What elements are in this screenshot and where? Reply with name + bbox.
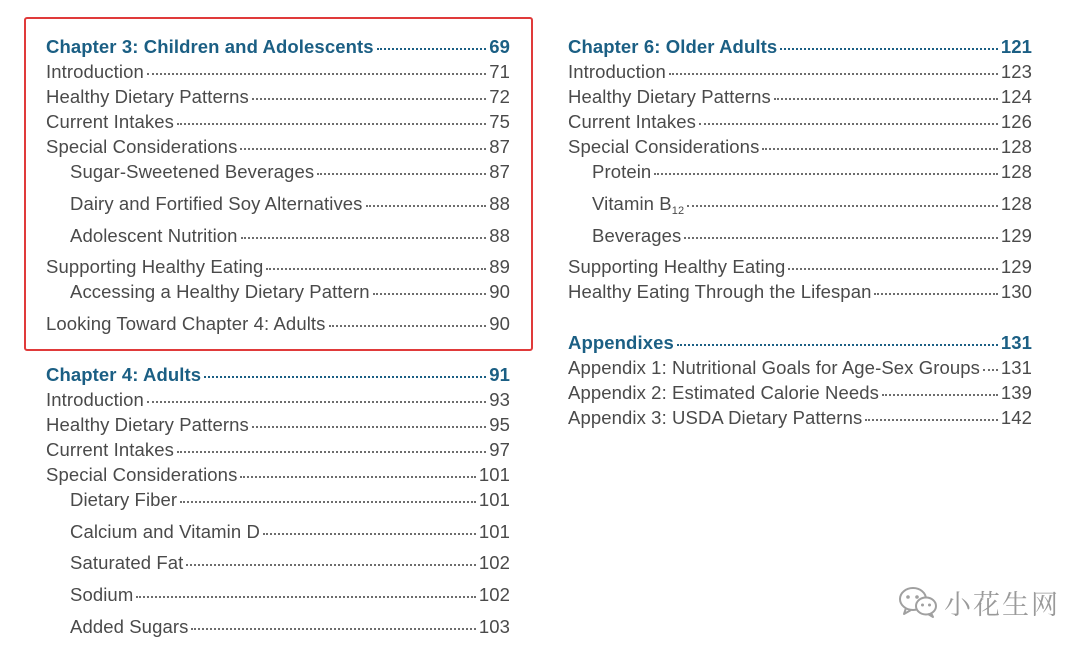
toc-entry[interactable] xyxy=(568,60,1032,84)
entry-label: Special Considerations xyxy=(46,136,238,157)
page-number: 129 xyxy=(1000,256,1032,277)
page-number: 129 xyxy=(1000,225,1032,246)
toc-subentry[interactable] xyxy=(592,160,1032,184)
entry-label: Introduction xyxy=(568,61,666,82)
entry-label: Dietary Fiber xyxy=(70,489,178,510)
entry-label: Healthy Dietary Patterns xyxy=(46,86,249,107)
page-number: 88 xyxy=(489,193,510,214)
entry-label: Saturated Fat xyxy=(70,552,184,573)
page-number: 87 xyxy=(489,161,510,182)
dot-leader xyxy=(774,94,998,100)
entry-label: Appendix 1: Nutritional Goals for Age-Sex Groups xyxy=(568,357,981,378)
toc-entry[interactable] xyxy=(568,280,1032,304)
dot-leader xyxy=(177,447,486,453)
page-number: 124 xyxy=(1000,86,1032,107)
page-number: 89 xyxy=(489,256,510,277)
page-number: 102 xyxy=(478,584,510,605)
entry-label: Appendix 2: Estimated Calorie Needs xyxy=(568,382,879,403)
toc-subentry[interactable] xyxy=(592,192,1032,219)
page-number: 101 xyxy=(478,464,510,485)
entry-label: Sugar-Sweetened Beverages xyxy=(70,161,315,182)
page-number: 128 xyxy=(1000,161,1032,182)
dot-leader xyxy=(780,44,998,50)
entry-label: Supporting Healthy Eating xyxy=(46,256,264,277)
page-number: 121 xyxy=(1000,36,1032,57)
entry-label: Current Intakes xyxy=(568,111,696,132)
watermark xyxy=(898,584,1060,620)
entry-label: Dairy and Fortified Soy Alternatives xyxy=(70,193,363,214)
highlight-box xyxy=(24,17,533,351)
entry-label: Calcium and Vitamin D xyxy=(70,521,260,542)
entry-label: Current Intakes xyxy=(46,439,174,460)
toc-subentry[interactable] xyxy=(70,488,510,512)
page-number: 101 xyxy=(478,521,510,542)
toc-subentry[interactable] xyxy=(70,615,510,639)
dot-leader xyxy=(204,372,486,378)
entry-label: Accessing a Healthy Dietary Pattern xyxy=(70,281,370,302)
entry-label: Added Sugars xyxy=(70,616,189,637)
page-number: 97 xyxy=(489,439,510,460)
dot-leader xyxy=(684,233,997,239)
dot-leader xyxy=(865,415,998,421)
wechat-icon xyxy=(898,585,938,619)
page-number: 128 xyxy=(1000,136,1032,157)
page-number: 87 xyxy=(489,136,510,157)
dot-leader xyxy=(983,365,998,371)
dot-leader xyxy=(180,497,476,503)
dot-leader xyxy=(874,289,997,295)
toc-entry[interactable] xyxy=(46,438,510,462)
toc-subentry[interactable] xyxy=(70,551,510,575)
chapter-title: Chapter 3: Children and Adolescents xyxy=(46,36,374,57)
page-number: 126 xyxy=(1000,111,1032,132)
page-number: 139 xyxy=(1000,382,1032,403)
entry-label: Supporting Healthy Eating xyxy=(568,256,786,277)
toc-entry[interactable] xyxy=(568,255,1032,279)
dot-leader xyxy=(252,422,486,428)
page-number: 71 xyxy=(489,61,510,82)
page-number: 130 xyxy=(1000,281,1032,302)
page-number: 103 xyxy=(478,616,510,637)
page-number: 102 xyxy=(478,552,510,573)
page-number: 123 xyxy=(1000,61,1032,82)
toc-entry[interactable] xyxy=(46,388,510,412)
page-number: 69 xyxy=(489,36,510,57)
entry-label xyxy=(592,192,684,219)
entry-label: Healthy Eating Through the Lifespan xyxy=(568,281,872,302)
dot-leader xyxy=(654,169,998,175)
chapter-title: Appendixes xyxy=(568,332,674,353)
page-number: 101 xyxy=(478,489,510,510)
dot-leader xyxy=(788,264,997,270)
dot-leader xyxy=(147,397,486,403)
entry-label: Special Considerations xyxy=(568,136,760,157)
watermark-text: 小花生网 xyxy=(944,589,1060,621)
chapter-title: Chapter 4: Adults xyxy=(46,364,202,385)
page-number: 91 xyxy=(489,364,510,385)
entry-label: Beverages xyxy=(592,225,682,246)
toc-entry[interactable] xyxy=(568,135,1032,159)
toc-entry[interactable] xyxy=(568,110,1032,134)
entry-label: Looking Toward Chapter 4: Adults xyxy=(46,313,326,334)
entry-label: Sodium xyxy=(70,584,134,605)
page-number: 95 xyxy=(489,414,510,435)
entry-label: Introduction xyxy=(46,389,144,410)
toc-entry[interactable] xyxy=(568,406,1032,430)
toc-entry[interactable] xyxy=(568,356,1032,380)
entry-label: Appendix 3: USDA Dietary Patterns xyxy=(568,407,863,428)
entry-label: Special Considerations xyxy=(46,464,238,485)
dot-leader xyxy=(186,560,475,566)
entry-label: Current Intakes xyxy=(46,111,174,132)
page-number: 75 xyxy=(489,111,510,132)
dot-leader xyxy=(882,390,998,396)
toc-subentry[interactable] xyxy=(70,583,510,607)
toc-entry[interactable] xyxy=(46,413,510,437)
entry-label-text: Vitamin B xyxy=(592,193,672,214)
page-number: 72 xyxy=(489,86,510,107)
toc-entry[interactable] xyxy=(46,463,510,487)
dot-leader xyxy=(263,529,476,535)
dot-leader xyxy=(191,624,475,630)
dot-leader xyxy=(687,201,998,207)
subscript: 12 xyxy=(671,205,685,217)
dot-leader xyxy=(699,119,998,125)
page-number: 88 xyxy=(489,225,510,246)
dot-leader xyxy=(240,472,475,478)
toc-entry[interactable] xyxy=(568,85,1032,109)
toc-subentry[interactable] xyxy=(70,520,510,544)
page-number: 131 xyxy=(1000,357,1032,378)
toc-chapter-6[interactable] xyxy=(568,35,1032,59)
page-number: 128 xyxy=(1000,193,1032,214)
toc-entry[interactable] xyxy=(568,381,1032,405)
dot-leader xyxy=(677,340,998,346)
page-number: 90 xyxy=(489,313,510,334)
entry-label: Adolescent Nutrition xyxy=(70,225,238,246)
entry-label: Introduction xyxy=(46,61,144,82)
entry-label: Healthy Dietary Patterns xyxy=(568,86,771,107)
page-number: 131 xyxy=(1000,332,1032,353)
page-number: 90 xyxy=(489,281,510,302)
toc-subentry[interactable] xyxy=(592,224,1032,248)
entry-label: Protein xyxy=(592,161,652,182)
entry-label: Healthy Dietary Patterns xyxy=(46,414,249,435)
toc-appendixes[interactable] xyxy=(568,331,1032,355)
dot-leader xyxy=(762,144,997,150)
dot-leader xyxy=(136,592,476,598)
toc-chapter-4[interactable] xyxy=(46,363,510,387)
dot-leader xyxy=(669,69,998,75)
page-number: 142 xyxy=(1000,407,1032,428)
page-number: 93 xyxy=(489,389,510,410)
chapter-title: Chapter 6: Older Adults xyxy=(568,36,778,57)
